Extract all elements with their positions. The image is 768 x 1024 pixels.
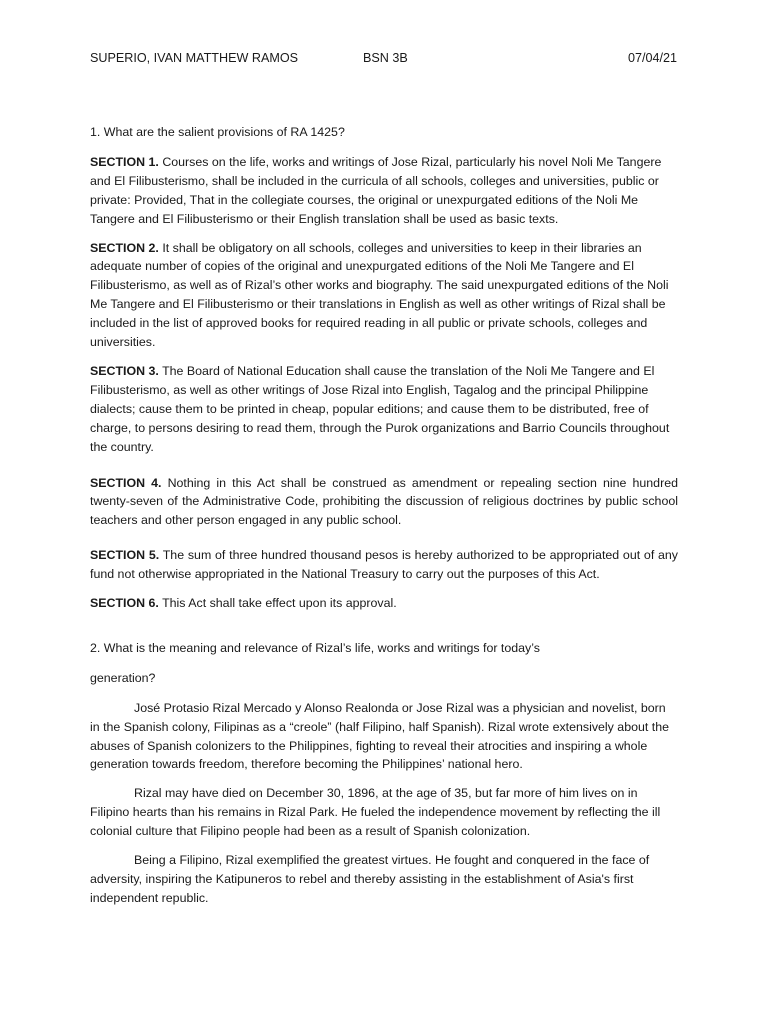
question-2: 2. What is the meaning and relevance of Rizal’s life, works and writings for today’s (90, 640, 540, 655)
course-section: BSN 3B (363, 51, 408, 65)
section-1 (90, 153, 678, 229)
student-name: SUPERIO, IVAN MATTHEW RAMOS (90, 51, 299, 65)
section-text: The Board of National Education shall cause the translation of the Noli Me Tangere and El Filibusterismo, as well as other writings of Jose Rizal into English, Tagalog and the principal Philippine dialects; cause them to be printed in cheap, popular editions; and cause them to be distributed, free of charge, to persons desiring to read them, through the Purok organizations and Barrio Councils throughout the country. (90, 363, 670, 454)
document-body (90, 123, 678, 918)
answer-paragraph-3: Being a Filipino, Rizal exemplified the greatest virtues. He fought and conquered in the face of adversity, inspiring the Katipuneros to rebel and thereby assisting in the establishment of Asia's first independent republic. (90, 853, 650, 905)
answer-paragraph-2: Rizal may have died on December 30, 1896, at the age of 35, but far more of him lives on in Filipino hearts than his remains in Rizal Park. He fueled the independence movement by reflecting the ill colonial culture that Filipino people had been as a result of Spanish colonization. (90, 786, 661, 839)
section-label: SECTION 3. (90, 363, 159, 378)
section-text: Courses on the life, works and writings of Jose Rizal, particularly his novel Noli Me Tangere and El Filibusterismo, shall be included in the curricula of all schools, colleges and universities, public or private: Provided, That in the collegiate courses, the original or unexpurgated editions of the Noli Me Tangere and El Filibusterismo or their English translation shall be used as basic texts. (90, 154, 662, 226)
section-label: SECTION 5. (90, 548, 160, 563)
section-text: Nothing in this Act shall be construed as amendment or repealing section nine hundred twenty-seven of the Administrative Code, prohibiting the discussion of religious doctrines by public school teachers and other person engaged in any public school. (90, 475, 678, 528)
answer-paragraph-1: José Protasio Rizal Mercado y Alonso Realonda or Jose Rizal was a physician and novelist, born in the Spanish colony, Filipinas as a “creole” (half Filipino, half Spanish). Rizal wrote extensively about the abuses of Spanish colonizers to the Philippines, fighting to reveal their atrocities and inspiring a whole generation towards freedom, therefore becoming the Philippines’ national hero. (90, 700, 669, 772)
section-label: SECTION 2. (90, 240, 159, 255)
section-label: SECTION 4. (90, 475, 162, 490)
section-text: It shall be obligatory on all schools, colleges and universities to keep in their libraries an adequate number of copies of the original and unexpurgated editions of the Noli Me Tangere and El Filibusterismo, as well as of Rizal’s other works and biography. The said unexpurgated editions of the Noli Me Tangere and El Filibusterismo or their translations in English as well as other writings of Rizal shall be included in the list of approved books for required reading in all public or private schools, colleges and universities. (90, 240, 669, 350)
section-2 (90, 239, 678, 352)
section-6 (90, 594, 678, 613)
section-text: The sum of three hundred thousand pesos is hereby authorized to be appropriated out of any fund not otherwise appropriated in the National Treasury to carry out the purposes of this Act. (90, 548, 679, 582)
section-label: SECTION 6. (90, 596, 159, 611)
section-text: This Act shall take effect upon its approval. (162, 596, 397, 611)
section-5 (90, 546, 678, 584)
document-date: 07/04/21 (627, 51, 677, 65)
question-2-continued: generation? (90, 670, 156, 685)
section-3 (90, 362, 678, 457)
section-label: SECTION 1. (90, 154, 159, 169)
question-1: 1. What are the salient provisions of RA 1425? (90, 125, 345, 139)
section-4 (90, 474, 678, 531)
